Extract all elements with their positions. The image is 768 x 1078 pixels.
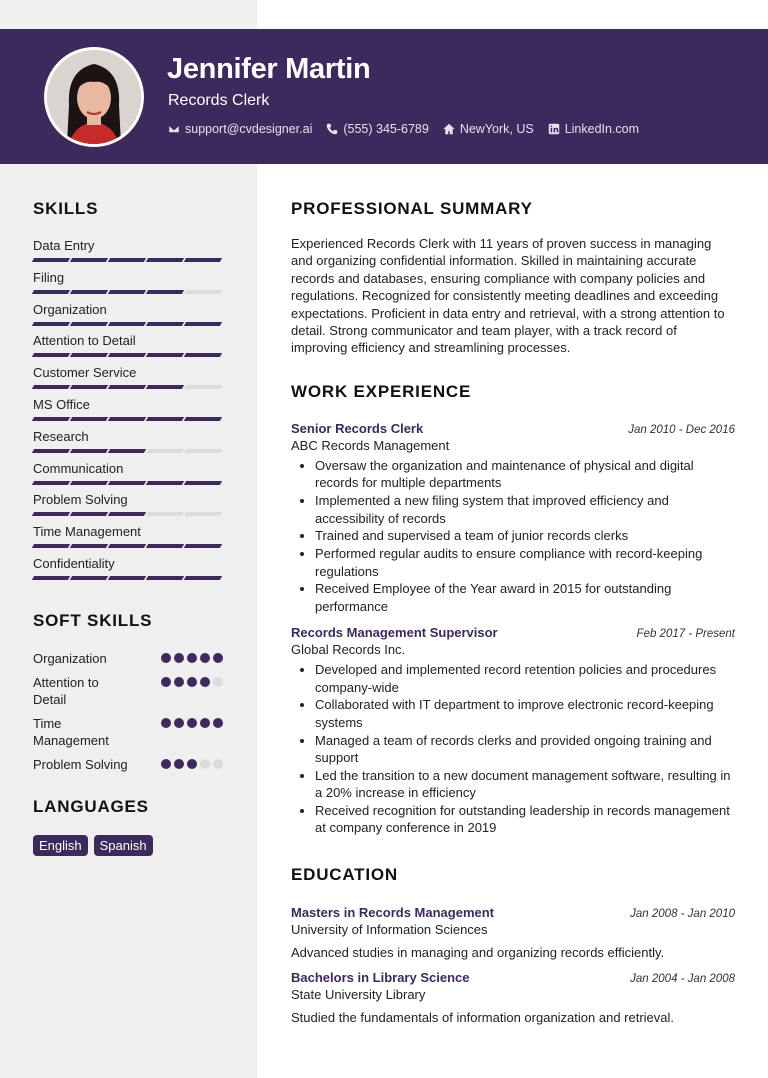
skill-level-segment [70, 512, 108, 516]
location-text: NewYork, US [459, 122, 534, 136]
job-header [291, 625, 735, 640]
rating-dot [187, 653, 197, 663]
rating-dot [187, 718, 197, 728]
skill-level-segment [146, 481, 184, 485]
education-section [291, 865, 735, 1025]
skill-level-segment [70, 385, 108, 389]
skill-level-segment [146, 576, 184, 580]
skill-level-bar [33, 449, 223, 453]
skill-level-segment [108, 385, 146, 389]
summary-text: Experienced Records Clerk with 11 years of proven success in managing and organizing confidential information. Skilled in maintaining accurate records and databases, ensuring compliance with company policies and regulations. Recognized for consistently meeting deadlines and exceeding expectations. Proficient in data entry and retrieval, with a strong attention to detail. Strong communicator and team player, with a track record of improving efficiency and streamlining processes. [291, 236, 725, 356]
skill-level-segment [108, 449, 146, 453]
rating-dot [174, 677, 184, 687]
skill-level-segment [70, 353, 108, 357]
skill-level-segment [108, 544, 146, 548]
skill-item [33, 395, 223, 427]
skill-level-segment [32, 385, 70, 389]
soft-skill-rating [161, 715, 223, 750]
skill-level-segment [70, 576, 108, 580]
home-icon [443, 123, 455, 135]
skill-level-segment [32, 481, 70, 485]
school-name: University of Information Sciences [291, 922, 488, 937]
candidate-name: Jennifer Martin [167, 53, 371, 85]
skill-level-bar [33, 512, 223, 516]
skill-level-segment [146, 512, 184, 516]
rating-dot [174, 759, 184, 769]
soft-skill-item [33, 650, 223, 668]
skill-level-segment [184, 290, 222, 294]
experience-heading: WORK EXPERIENCE [291, 382, 472, 401]
header-banner [0, 29, 768, 164]
rating-dot [161, 759, 171, 769]
skill-item [33, 427, 223, 459]
skill-item [33, 236, 223, 268]
skill-level-segment [32, 322, 70, 326]
soft-skill-rating [161, 756, 223, 774]
skill-level-segment [108, 576, 146, 580]
skill-level-bar [33, 353, 223, 357]
skill-item [33, 331, 223, 363]
skill-level-segment [184, 322, 222, 326]
rating-dot [174, 653, 184, 663]
skill-level-segment [146, 417, 184, 421]
skill-level-bar [33, 258, 223, 262]
job-bullet: • Received Employee of the Year award in 2015 for outstanding performance [315, 580, 735, 615]
job-dates: Feb 2017 - Present [636, 628, 735, 641]
language-badge: Spanish [94, 835, 153, 856]
skill-level-segment [108, 322, 146, 326]
education-description: Studied the fundamentals of information organization and retrieval. [291, 1010, 675, 1025]
skill-name: MS Office [33, 396, 90, 412]
skill-level-segment [108, 290, 146, 294]
rating-dot [200, 759, 210, 769]
job-entry [291, 421, 735, 615]
skill-item [33, 459, 223, 491]
job-bullet: • Received recognition for outstanding leadership in records management at company conference in 2019 [315, 802, 735, 837]
skill-level-bar [33, 544, 223, 548]
linkedin-text: LinkedIn.com [564, 122, 640, 136]
skill-level-segment [184, 385, 222, 389]
job-bullet: • Developed and implemented record retention policies and procedures company-wide [315, 661, 735, 696]
skill-name: Filing [33, 269, 65, 285]
skill-level-segment [32, 417, 70, 421]
skill-level-segment [184, 449, 222, 453]
skill-level-segment [184, 512, 222, 516]
job-bullets [291, 661, 735, 837]
skill-name: Attention to Detail [33, 333, 136, 349]
languages-heading: LANGUAGES [33, 797, 149, 816]
rating-dot [200, 653, 210, 663]
skills-list [33, 236, 223, 586]
skill-level-segment [146, 353, 184, 357]
profile-photo [47, 50, 141, 144]
skill-level-segment [146, 290, 184, 294]
experience-section [291, 382, 735, 837]
degree-name: Masters in Records Management [291, 905, 495, 920]
skill-level-segment [32, 353, 70, 357]
soft-skill-rating [161, 674, 223, 709]
education-heading: EDUCATION [291, 865, 398, 884]
skill-item [33, 268, 223, 300]
rating-dot [161, 718, 171, 728]
job-entry [291, 625, 735, 837]
skill-level-segment [146, 544, 184, 548]
skill-level-bar [33, 576, 223, 580]
soft-skill-rating [161, 650, 223, 668]
skill-item [33, 522, 223, 554]
rating-dot [213, 718, 223, 728]
contact-bar [168, 122, 639, 136]
job-company: Global Records Inc. [291, 642, 406, 658]
job-dates: Jan 2010 - Dec 2016 [628, 424, 735, 436]
skill-level-segment [70, 481, 108, 485]
soft-skills-list [33, 650, 223, 779]
avatar [44, 47, 144, 147]
skill-level-segment [146, 449, 184, 453]
skill-level-bar [33, 481, 223, 485]
skill-level-segment [184, 481, 222, 485]
email-text: support@cvdesigner.ai [185, 122, 313, 136]
language-badge: English [33, 835, 88, 856]
email-contact[interactable] [168, 122, 312, 136]
skill-name: Customer Service [33, 365, 137, 381]
education-dates: Jan 2004 - Jan 2008 [630, 973, 735, 985]
rating-dot [213, 653, 223, 663]
job-position: Senior Records Clerk [291, 421, 424, 436]
skill-level-segment [70, 544, 108, 548]
skill-level-segment [146, 258, 184, 262]
school-name: State University Library [291, 987, 426, 1002]
skill-level-segment [32, 290, 70, 294]
soft-skill-item [33, 715, 223, 750]
summary-heading: PROFESSIONAL SUMMARY [291, 199, 533, 218]
job-bullet: • Managed a team of records clerks and provided ongoing training and support [315, 732, 735, 767]
job-bullet: • Implemented a new filing system that improved efficiency and accessibility of records [315, 492, 735, 527]
soft-skill-name: Organization [33, 651, 107, 666]
skill-level-bar [33, 417, 223, 421]
skill-level-bar [33, 290, 223, 294]
skill-level-segment [108, 258, 146, 262]
education-entry [291, 905, 735, 960]
education-list [291, 905, 735, 1025]
rating-dot [187, 759, 197, 769]
skill-level-segment [184, 258, 222, 262]
rating-dot [213, 677, 223, 687]
phone-text: (555) 345-6789 [343, 122, 429, 136]
skill-level-segment [70, 322, 108, 326]
soft-skill-name: Attention to Detail [33, 674, 99, 707]
soft-skill-name: Problem Solving [33, 756, 128, 772]
skill-level-segment [32, 576, 70, 580]
job-header [291, 421, 735, 436]
skill-level-segment [108, 512, 146, 516]
skill-level-segment [184, 576, 222, 580]
job-position: Records Management Supervisor [291, 625, 498, 641]
linkedin-contact[interactable] [548, 122, 639, 136]
education-description: Advanced studies in managing and organizing records efficiently. [291, 945, 665, 960]
location-contact [443, 122, 534, 136]
skill-level-segment [184, 417, 222, 421]
rating-dot [213, 759, 223, 769]
skill-level-bar [33, 385, 223, 389]
job-bullets [291, 457, 735, 615]
skill-item [33, 490, 223, 522]
skill-name: Communication [33, 460, 124, 476]
envelope-icon [168, 123, 180, 135]
skills-heading: SKILLS [33, 199, 99, 218]
rating-dot [161, 653, 171, 663]
education-header [291, 970, 735, 985]
skill-name: Time Management [33, 524, 141, 540]
job-title: Records Clerk [168, 92, 270, 109]
languages-list [33, 835, 153, 856]
soft-skills-heading: SOFT SKILLS [33, 611, 153, 630]
skill-level-segment [146, 385, 184, 389]
skill-name: Confidentiality [33, 555, 115, 571]
skill-level-segment [184, 544, 222, 548]
skill-name: Research [33, 428, 89, 444]
linkedin-icon [548, 123, 560, 135]
skill-level-segment [70, 258, 108, 262]
skill-item [33, 554, 223, 586]
skill-name: Problem Solving [33, 492, 128, 508]
skill-level-segment [32, 449, 70, 453]
skill-level-segment [146, 322, 184, 326]
skill-level-segment [32, 512, 70, 516]
skill-level-segment [184, 353, 222, 357]
skill-level-segment [70, 290, 108, 294]
education-header [291, 905, 735, 920]
soft-skill-item [33, 674, 223, 709]
soft-skill-name: Time Management [33, 715, 109, 748]
phone-icon [326, 123, 338, 135]
skill-name: Organization [33, 301, 107, 317]
rating-dot [187, 677, 197, 687]
rating-dot [200, 718, 210, 728]
rating-dot [200, 677, 210, 687]
skill-level-segment [108, 417, 146, 421]
skill-level-segment [32, 544, 70, 548]
job-bullet: • Led the transition to a new document management software, resulting in a 20% increase in efficiency [315, 767, 735, 802]
skill-level-segment [70, 417, 108, 421]
rating-dot [174, 718, 184, 728]
skill-level-segment [32, 258, 70, 262]
job-bullet: • Trained and supervised a team of junior records clerks [315, 527, 735, 544]
skill-name: Data Entry [33, 238, 95, 253]
soft-skill-item [33, 756, 223, 774]
jobs-list [291, 421, 735, 837]
skill-level-bar [33, 322, 223, 326]
summary-section [291, 199, 735, 357]
education-entry [291, 970, 735, 1025]
phone-contact[interactable] [326, 122, 428, 136]
education-dates: Jan 2008 - Jan 2010 [630, 908, 735, 920]
skill-level-segment [108, 481, 146, 485]
skill-level-segment [108, 353, 146, 357]
rating-dot [161, 677, 171, 687]
job-bullet: • Collaborated with IT department to improve electronic record-keeping systems [315, 696, 735, 731]
skill-item [33, 363, 223, 395]
job-bullet: • Oversaw the organization and maintenance of physical and digital records for multiple departments [315, 457, 735, 492]
skill-level-segment [70, 449, 108, 453]
skill-item [33, 300, 223, 332]
job-bullet: • Performed regular audits to ensure compliance with record-keeping regulations [315, 545, 735, 580]
job-company: ABC Records Management [291, 438, 450, 453]
degree-name: Bachelors in Library Science [291, 970, 470, 985]
